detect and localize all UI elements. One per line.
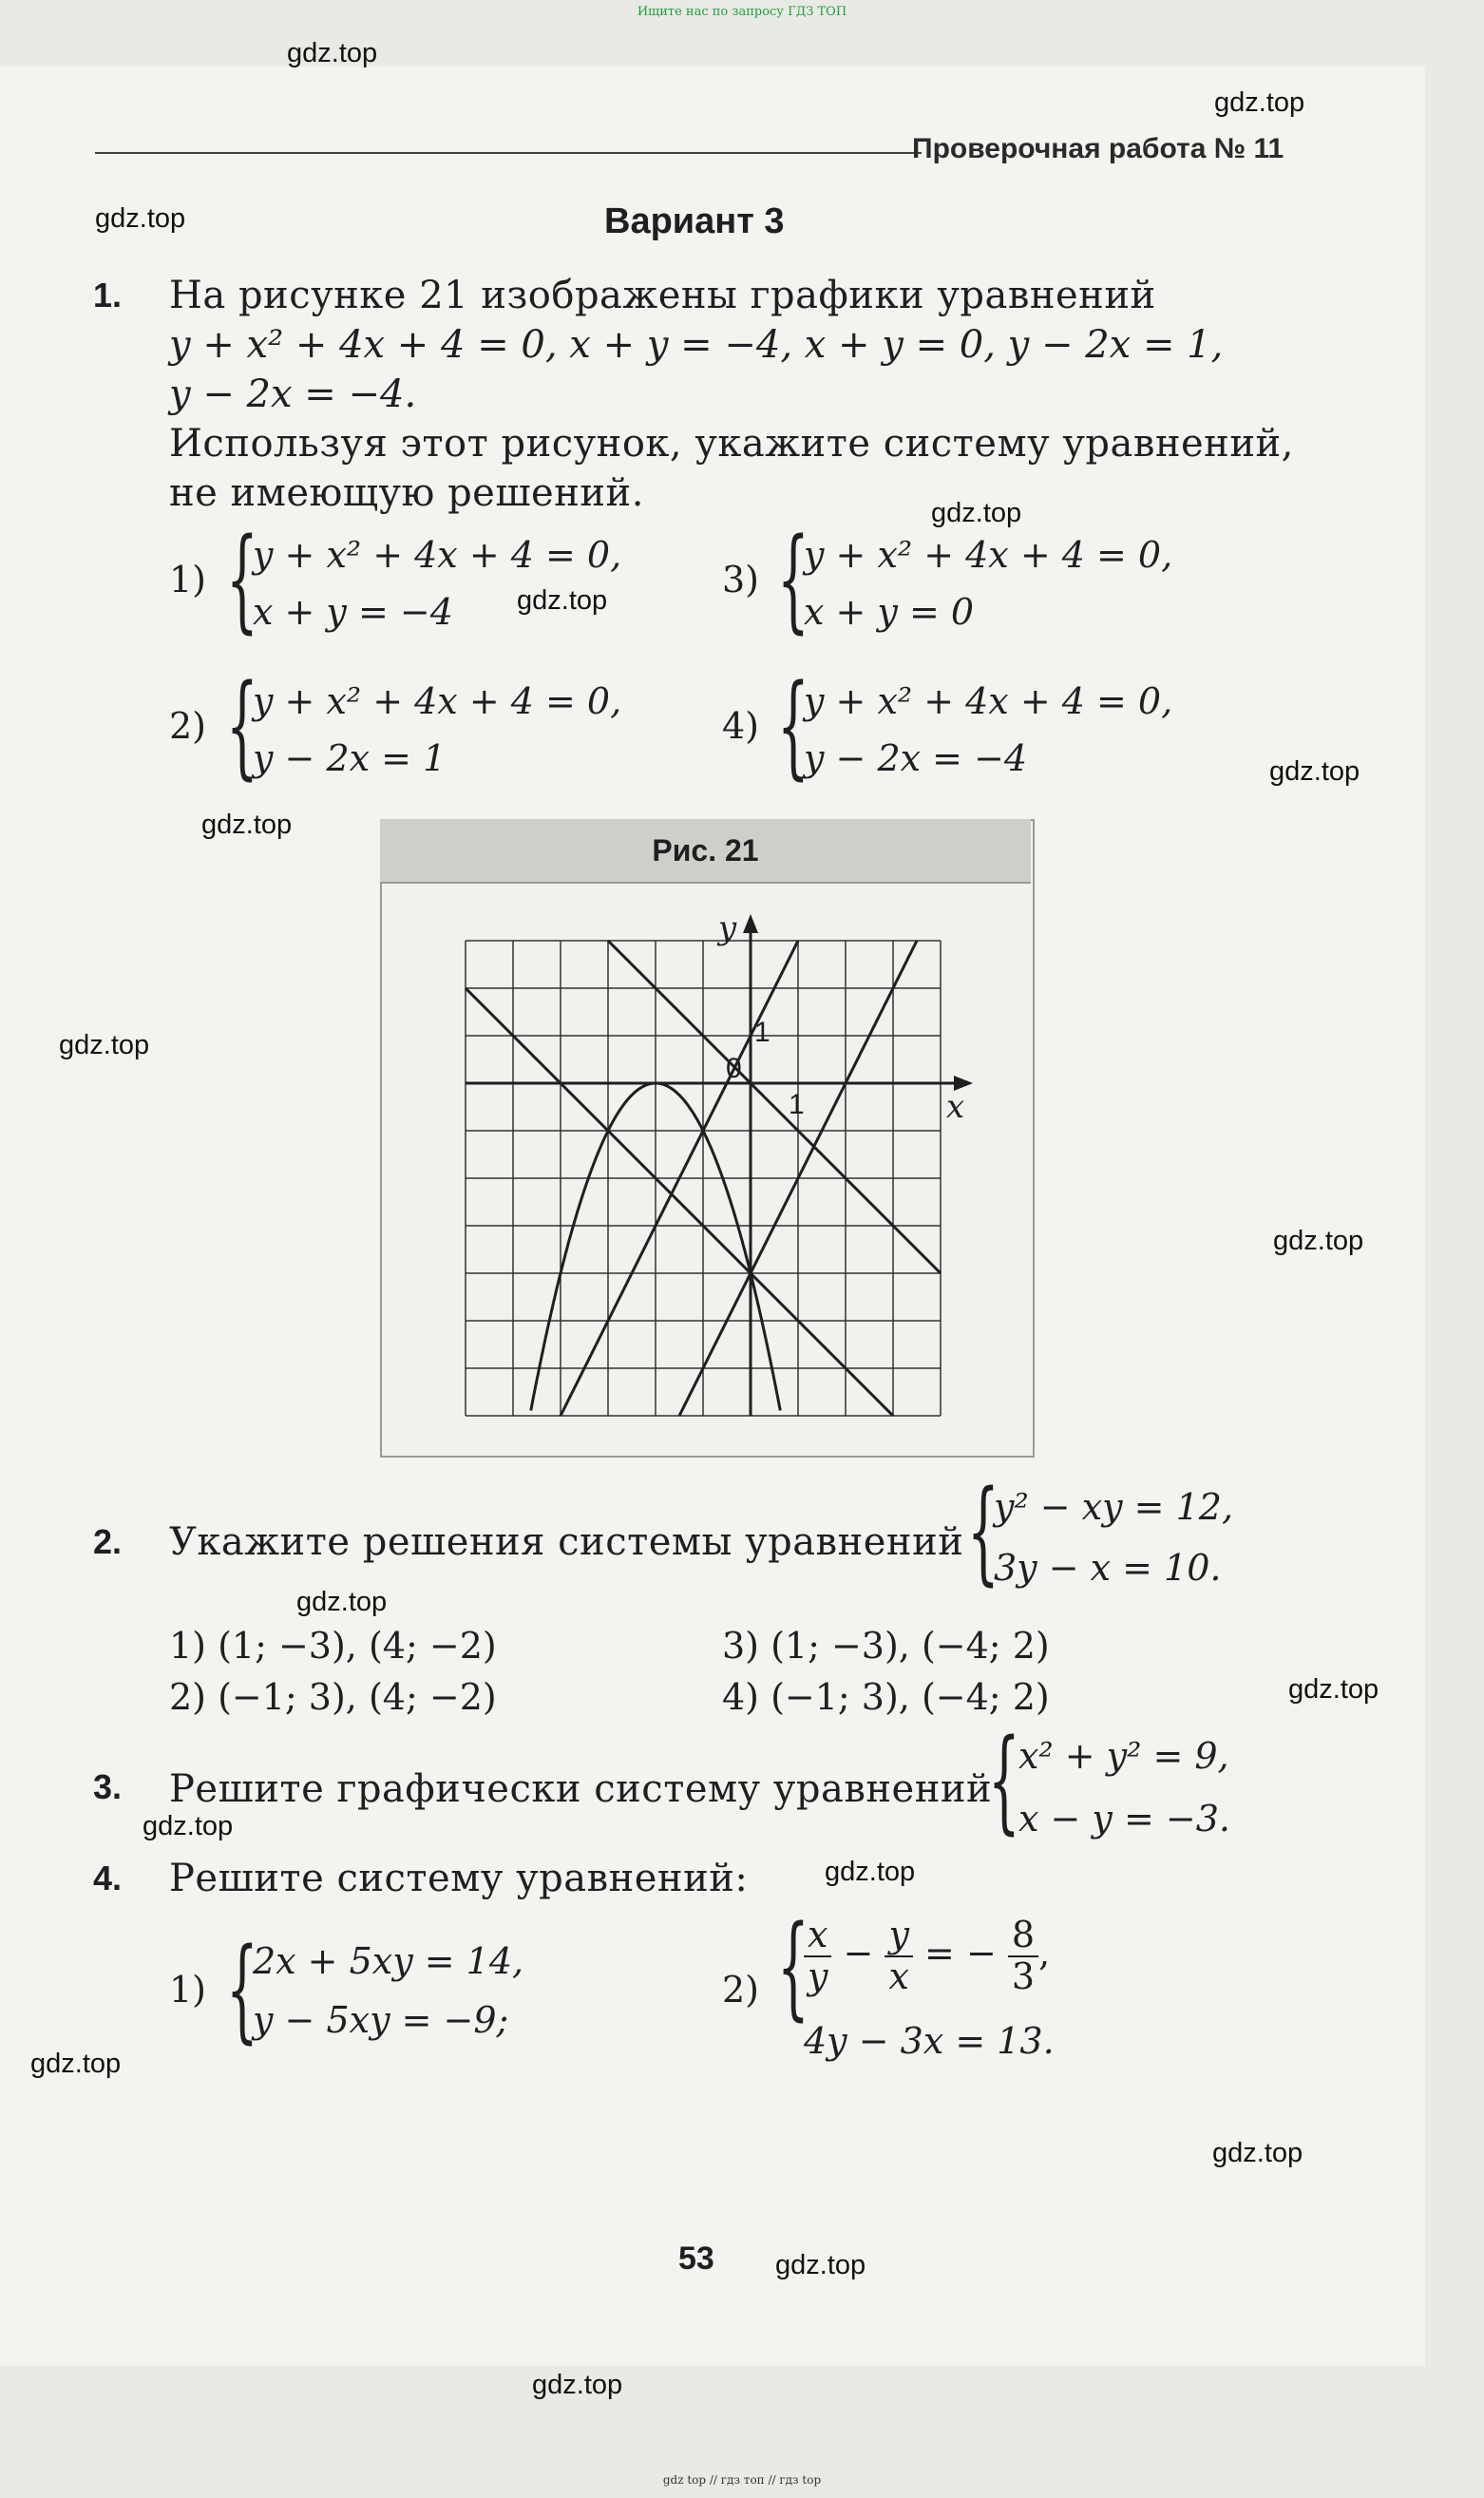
task1-option-label: 4) xyxy=(722,705,760,747)
unit-label-x: 1 xyxy=(789,1089,805,1120)
brace-icon: { xyxy=(988,1714,1020,1845)
task1-line5: не имеющую решений. xyxy=(169,471,644,515)
system-eq: x − y = −3. xyxy=(1018,1798,1230,1840)
figure-title: Рис. 21 xyxy=(380,819,1031,884)
task4-system-label: 1) xyxy=(169,1969,207,2011)
top-banner[interactable]: Ищите нас по запросу ГДЗ ТОП xyxy=(637,5,847,19)
task1-number: 1. xyxy=(93,276,123,315)
task3-number: 3. xyxy=(93,1767,123,1806)
system-eq: 3y − x = 10. xyxy=(994,1547,1222,1589)
page-number: 53 xyxy=(678,2241,714,2277)
brace-icon: { xyxy=(226,659,258,791)
axis-label-y: y xyxy=(718,909,737,947)
watermark: gdz.top xyxy=(1214,87,1305,118)
task1-option-label: 2) xyxy=(169,705,207,747)
task4-system-label: 2) xyxy=(722,1969,760,2011)
fraction-equation: $\frac{x}{y}$ − $\frac{y}{x}$ = − $\frac{8}{3}$ , xyxy=(804,1916,1050,1997)
system-eq: y + x² + 4x + 4 = 0, xyxy=(804,534,1173,576)
task4-text: Решите систему уравнений: xyxy=(169,1857,749,1900)
fraction: $\frac{8}{3}$ xyxy=(1008,1916,1038,1997)
system-eq: 2x + 5xy = 14, xyxy=(253,1940,524,1982)
brace-icon: { xyxy=(777,513,809,644)
task1-option-label: 3) xyxy=(722,559,760,601)
system-eq: y + x² + 4x + 4 = 0, xyxy=(804,680,1173,722)
watermark: gdz.top xyxy=(931,498,1022,528)
brace-icon: { xyxy=(777,659,809,791)
header-rule xyxy=(95,152,922,154)
brace-icon: { xyxy=(967,1465,999,1596)
task4-number: 4. xyxy=(93,1859,123,1897)
system-eq: y − 5xy = −9; xyxy=(253,1999,509,2041)
variant-title: Вариант 3 xyxy=(604,201,785,241)
watermark: gdz.top xyxy=(95,203,186,234)
watermark: gdz.top xyxy=(59,1030,150,1060)
axis-label-x: x xyxy=(946,1088,965,1126)
grid xyxy=(466,941,941,1416)
watermark: gdz.top xyxy=(30,2049,122,2079)
task2-text: Укажите решения системы уравнений xyxy=(169,1520,964,1564)
footer-links[interactable]: gdz top // гдз топ // гдз top xyxy=(662,2473,822,2487)
task2-number: 2. xyxy=(93,1522,123,1561)
watermark: gdz.top xyxy=(517,585,608,616)
system-eq: y − 2x = −4 xyxy=(804,737,1028,779)
watermark: gdz.top xyxy=(1273,1226,1364,1256)
brace-icon: { xyxy=(226,1923,258,2054)
task2-option: 2) (−1; 3), (4; −2) xyxy=(169,1676,497,1718)
watermark: gdz.top xyxy=(143,1811,234,1841)
task2-option: 1) (1; −3), (4; −2) xyxy=(169,1625,497,1667)
watermark: gdz.top xyxy=(287,38,378,68)
watermark: gdz.top xyxy=(1269,756,1360,787)
brace-icon: { xyxy=(226,513,258,644)
origin-label: 0 xyxy=(726,1053,742,1084)
y-axis-arrow xyxy=(743,914,758,933)
graph-svg xyxy=(456,909,965,1425)
watermark: gdz.top xyxy=(825,1857,916,1887)
watermark: gdz.top xyxy=(1288,1674,1379,1705)
task2-option: 4) (−1; 3), (−4; 2) xyxy=(722,1676,1050,1718)
watermark: gdz.top xyxy=(532,2370,623,2400)
section-header: Проверочная работа № 11 xyxy=(912,133,1284,164)
fraction: $\frac{x}{y}$ xyxy=(804,1916,831,1997)
system-eq: y + x² + 4x + 4 = 0, xyxy=(253,680,622,722)
system-eq: x² + y² = 9, xyxy=(1018,1735,1229,1777)
system-eq: x + y = −4 xyxy=(253,591,453,633)
watermark: gdz.top xyxy=(775,2250,866,2280)
watermark: gdz.top xyxy=(296,1587,388,1617)
system-eq: y² − xy = 12, xyxy=(994,1486,1234,1528)
system-eq: x + y = 0 xyxy=(804,591,975,633)
system-eq: y + x² + 4x + 4 = 0, xyxy=(253,534,622,576)
task1-equations: y + x² + 4x + 4 = 0, x + y = −4, x + y = 0, y − 2x = 1, xyxy=(169,323,1224,367)
unit-label-y: 1 xyxy=(754,1017,771,1048)
system-eq: 4y − 3x = 13. xyxy=(804,2020,1055,2062)
brace-icon: { xyxy=(777,1900,809,2031)
watermark: gdz.top xyxy=(201,810,293,840)
task1-line4: Используя этот рисунок, укажите систему уравнений, xyxy=(169,422,1294,466)
watermark: gdz.top xyxy=(1212,2138,1303,2168)
task3-text: Решите графически систему уравнений xyxy=(169,1767,993,1811)
fraction: $\frac{y}{x}$ xyxy=(885,1916,912,1997)
task2-option: 3) (1; −3), (−4; 2) xyxy=(722,1625,1050,1667)
task1-line1: На рисунке 21 изображены графики уравнений xyxy=(169,274,1156,317)
task1-equations-cont: y − 2x = −4. xyxy=(169,372,417,416)
graph-line xyxy=(466,988,893,1416)
task1-option-label: 1) xyxy=(169,559,207,601)
system-eq: y − 2x = 1 xyxy=(253,737,447,779)
